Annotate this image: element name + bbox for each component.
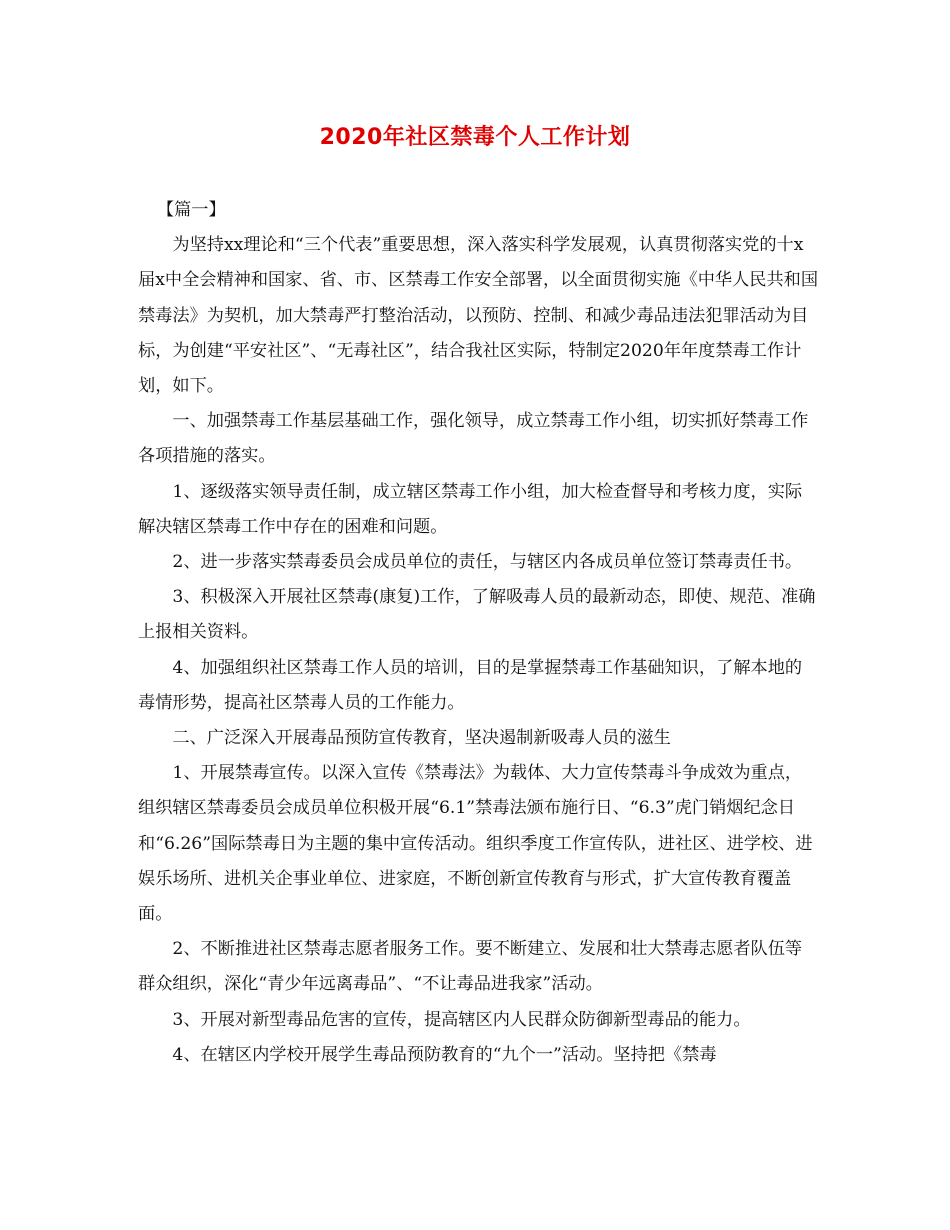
document-body — [138, 193, 818, 1073]
paragraph: 2、不断推进社区禁毒志愿者服务工作。要不断建立、发展和壮大禁毒志愿者队伍等群众组织，深化“青少年远离毒品”、“不让毒品进我家”活动。 — [138, 939, 803, 995]
paragraph: 4、加强组织社区禁毒工作人员的培训，目的是掌握禁毒工作基础知识，了解本地的毒情形势，提高社区禁毒人员的工作能力。 — [138, 657, 803, 713]
paragraph: 1、开展禁毒宣传。以深入宣传《禁毒法》为载体、大力宣传禁毒斗争成效为重点，组织辖区禁毒委员会成员单位积极开展“6.1”禁毒法颁布施行日、“6.3”虎门销烟纪念日和“6.26”国际禁毒日为主题的集中宣传活动。组织季度工作宣传队，进社区、进学校、进娱乐场所、进机关企事业单位、进家庭，不断创新宣传教育与形式，扩大宣传教育覆盖面。 — [138, 763, 813, 925]
paragraph: 3、开展对新型毒品危害的宣传，提高辖区内人民群众防御新型毒品的能力。 — [172, 1009, 751, 1030]
paragraph: 2、进一步落实禁毒委员会成员单位的责任，与辖区内各成员单位签订禁毒责任书。 — [172, 552, 803, 573]
paragraph: 4、在辖区内学校开展学生毒品预防教育的“九个一”活动。坚持把《禁毒 — [172, 1044, 717, 1065]
paragraph: 1、逐级落实领导责任制，成立辖区禁毒工作小组，加大检查督导和考核力度，实际解决辖区禁毒工作中存在的困难和问题。 — [138, 481, 803, 537]
document-title: 2020年社区禁毒个人工作计划 — [319, 125, 631, 150]
paragraph: 一、加强禁毒工作基层基础工作，强化领导，成立禁毒工作小组，切实抓好禁毒工作各项措施的落实。 — [138, 411, 809, 467]
paragraph: 3、积极深入开展社区禁毒(康复)工作，了解吸毒人员的最新动态，即使、规范、准确上报相关资料。 — [138, 587, 816, 643]
paragraph: 为坚持xx理论和“三个代表”重要思想，深入落实科学发展观，认真贯彻落实党的十x届x中全会精神和国家、省、市、区禁毒工作安全部署，以全面贯彻实施《中华人民共和国禁毒法》为契机，加大禁毒严打整治活动，以预防、控制、和减少毒品违法犯罪活动为目标，为创建“平安社区”、“无毒社区”，结合我社区实际，特制定2020年年度禁毒工作计划，如下。 — [138, 235, 819, 397]
section-heading: 【篇一】 — [156, 200, 226, 220]
paragraph: 二、广泛深入开展毒品预防宣传教育，坚决遏制新吸毒人员的滋生 — [172, 728, 671, 749]
